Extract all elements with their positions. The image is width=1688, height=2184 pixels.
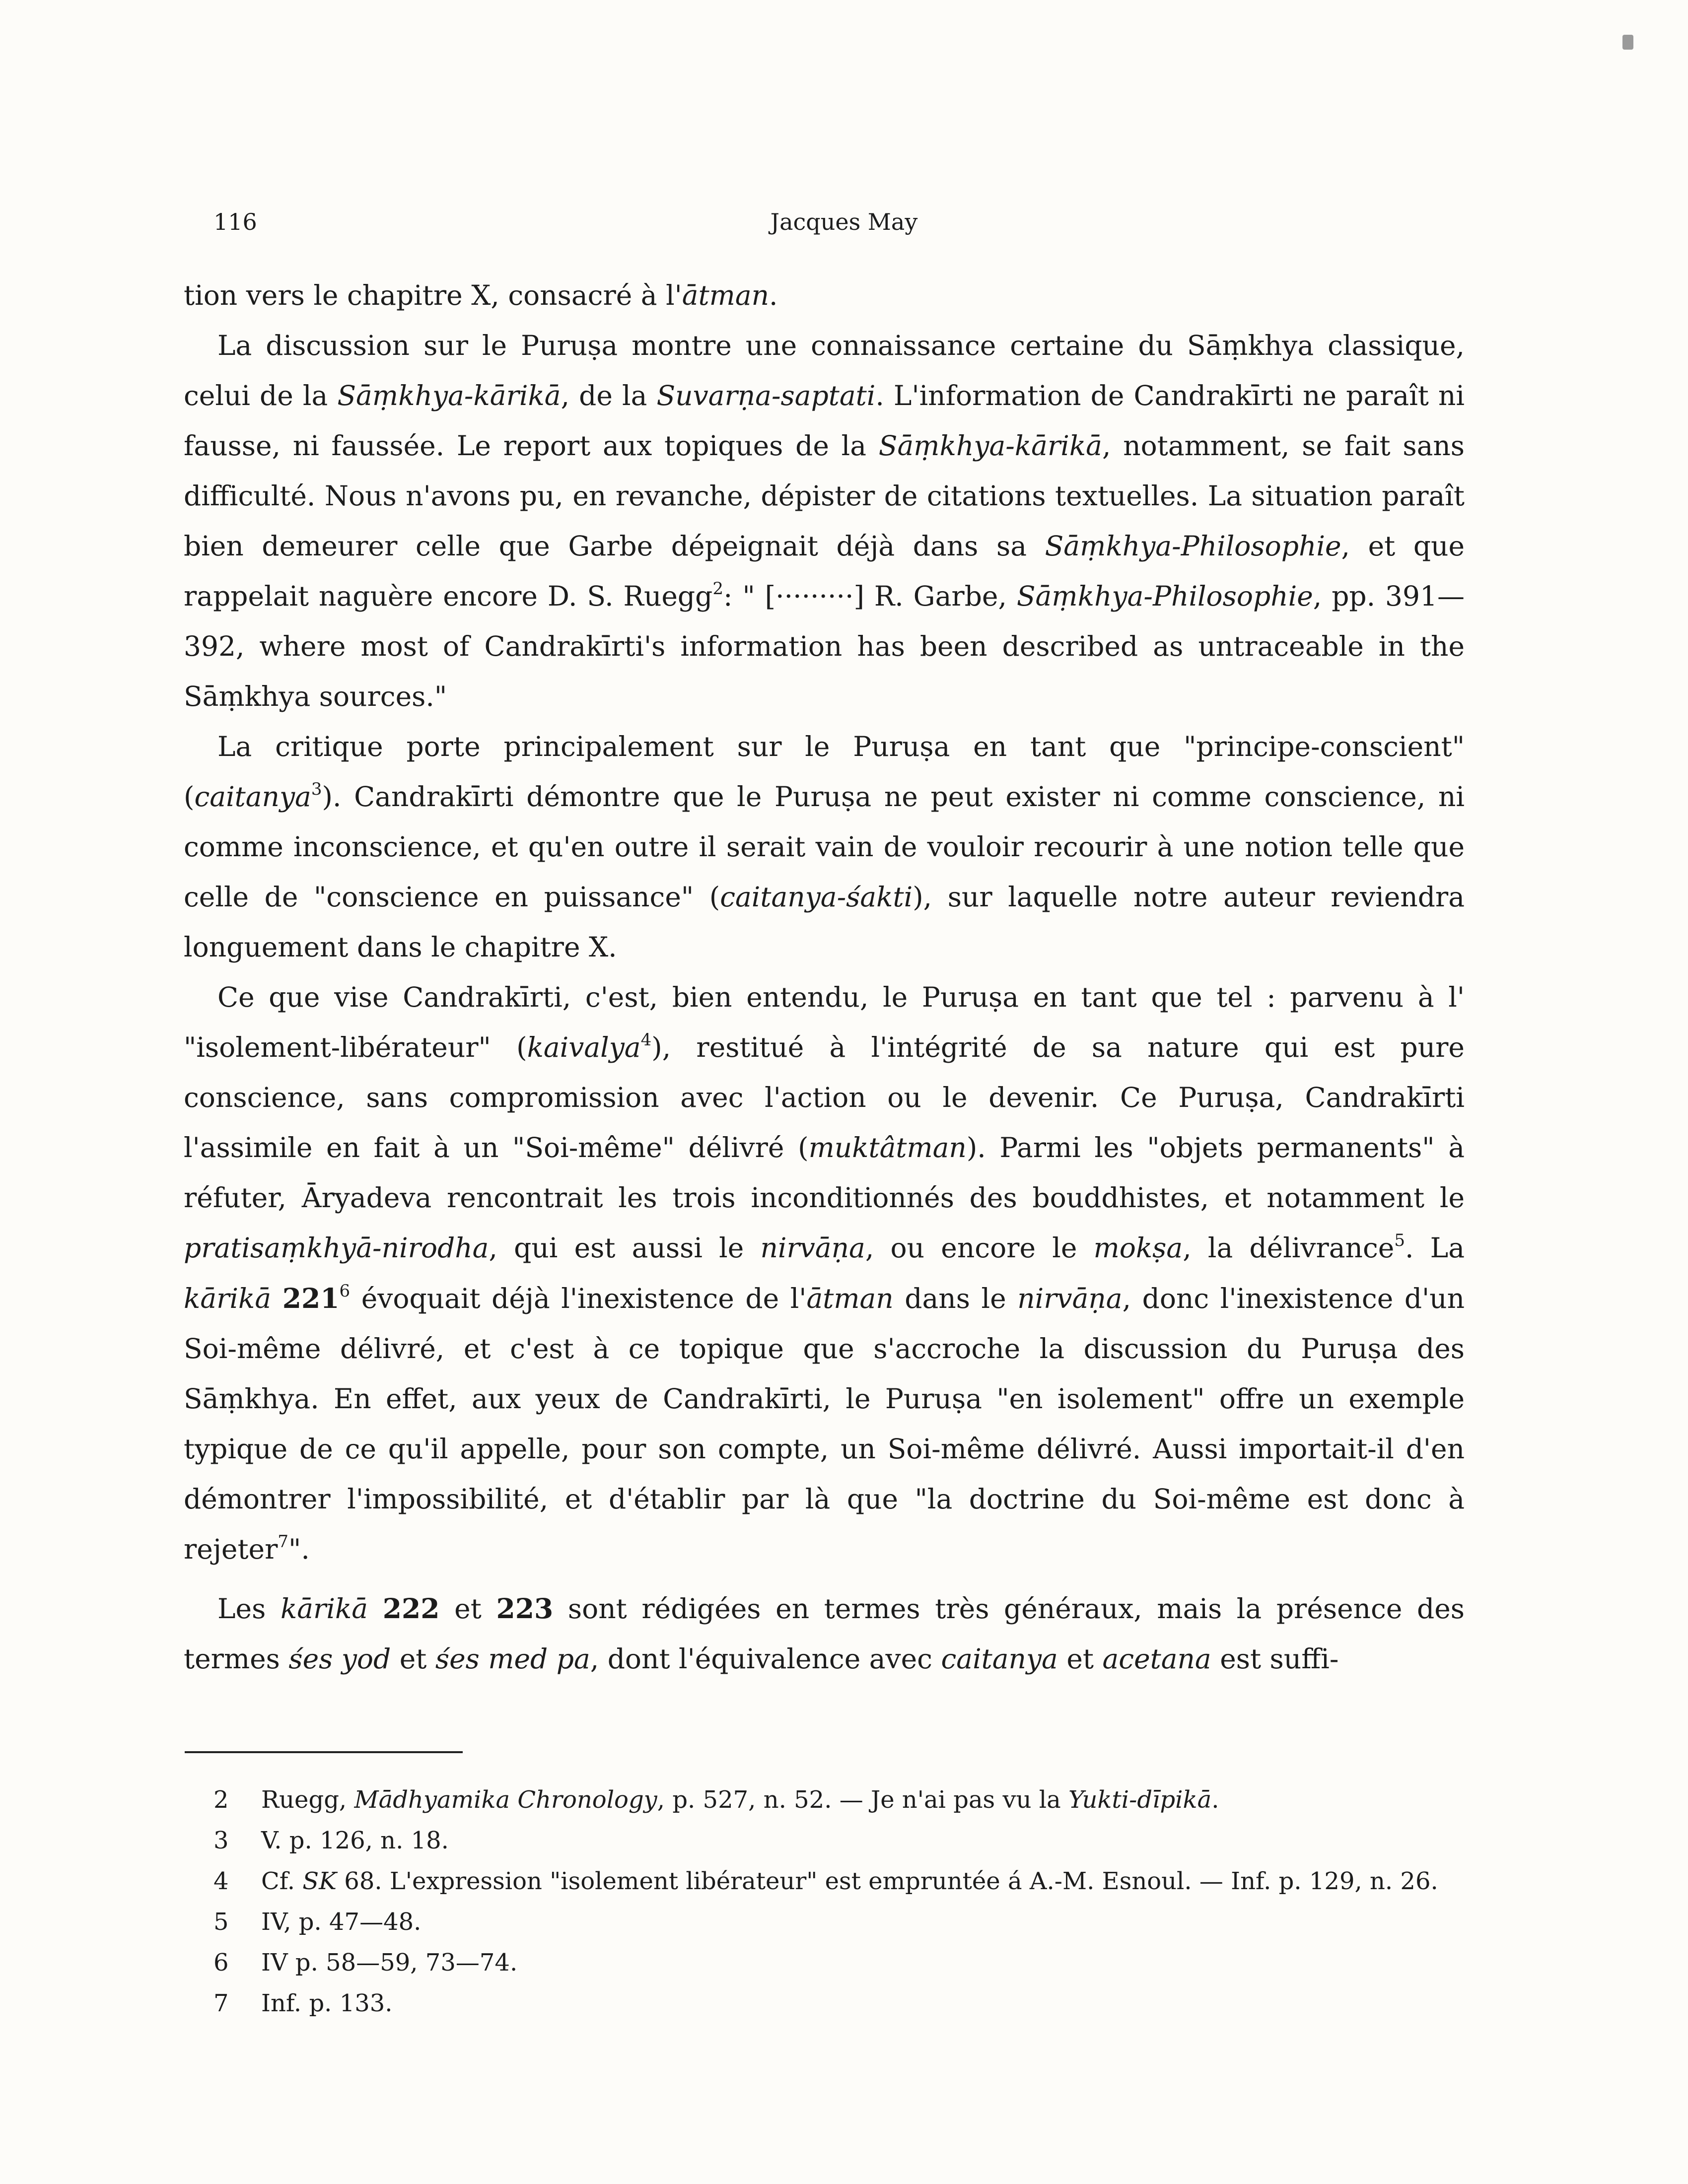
- footnote-ref: 2: [712, 578, 723, 599]
- footnote-ref: 6: [339, 1281, 351, 1301]
- paragraph-3: La critique porte principalement sur le Puruṣa en tant que "principe-conscient" (caitanya$^3$). Candrakīrti démontre que le Puruṣa ne peut exister ni comme conscience, ni comme inconscience, et qu'en outre il serait vain de vouloir recourir à une notion telle que celle de "conscience en puissance" (caitanya-śakti), sur laquelle notre auteur reviendra longuement dans le chapitre X.: [184, 731, 1465, 963]
- footnote-separator: [185, 1751, 463, 1753]
- footnote-ref: 7: [278, 1531, 289, 1552]
- running-head: Jacques May: [770, 208, 918, 235]
- footnote-ref: 5: [1394, 1230, 1405, 1250]
- footnote-6: 6 IV p. 58—59, 73—74.: [213, 1949, 518, 1977]
- footnote-7: 7 Inf. p. 133.: [213, 1989, 393, 2017]
- footnote-ref: 4: [640, 1029, 652, 1050]
- paragraph-2: La discussion sur le Puruṣa montre une connaissance certaine du Sāṃkhya classique, celui de la Sāṃkhya-kārikā, de la Suvarṇa-saptati. L'information de Candrakīrti ne paraît ni fausse, ni faussée. Le report aux topiques de la Sāṃkhya-kārikā, notamment, se fait sans difficulté. Nous n'avons pu, en revanche, dépister de citations textuelles. La situation paraît bien demeurer celle que Garbe dépeignait déjà dans sa Sāṃkhya-Philosophie, et que rappelait naguère encore D. S. Ruegg$^2$: " [·········] R. Garbe, Sāṃkhya-Philosophie, pp. 391—392, where most of Candrakīrti's information has been described as untraceable in the Sāṃkhya sources.": [184, 330, 1465, 712]
- footnotes: [213, 1779, 1465, 2024]
- paragraph-5: Les kārikā 222 et 223 sont rédigées en termes très généraux, mais la présence des termes śes yod et śes med pa, dont l'équivalence avec caitanya et acetana est suffi-: [184, 1592, 1465, 1675]
- footnote-5: 5 IV, p. 47—48.: [213, 1908, 422, 1936]
- scan-mark: [1622, 35, 1633, 50]
- footnote-4: 4 Cf. SK 68. L'expression "isolement libérateur" est empruntée á A.-M. Esnoul. — Inf. p. 129, n. 26.: [213, 1867, 1438, 1895]
- footnote-3: 3 V. p. 126, n. 18.: [213, 1827, 449, 1854]
- footnote-2: 2 Ruegg, Mādhyamika Chronology, p. 527, n. 52. — Je n'ai pas vu la Yukti-dīpikā.: [213, 1786, 1219, 1814]
- main-text: [184, 271, 1465, 1684]
- paragraph-1: tion vers le chapitre X, consacré à l'ātman.: [184, 279, 778, 311]
- footnote-ref: 3: [311, 779, 322, 799]
- page-header: [213, 208, 1475, 243]
- page-number: 116: [213, 208, 257, 235]
- paragraph-4: Ce que vise Candrakīrti, c'est, bien entendu, le Puruṣa en tant que tel : parvenu à l' "isolement-libérateur" (kaivalya$^4$), restitué à l'intégrité de sa nature qui est pure conscience, sans compromission avec l'action ou le devenir. Ce Puruṣa, Candrakīrti l'assimile en fait à un "Soi-même" délivré (muktâtman). Parmi les "objets permanents" à réfuter, Āryadeva rencontrait les trois inconditionnés des bouddhistes, et notamment le pratisaṃkhyā-nirodha, qui est aussi le nirvāṇa, ou encore le mokṣa, la délivrance$^5$. La kārikā $221^6$ évoquait déjà l'inexistence de l'ātman dans le nirvāṇa, donc l'inexistence d'un Soi-même délivré, et c'est à ce topique que s'accroche la discussion du Puruṣa des Sāṃkhya. En effet, aux yeux de Candrakīrti, le Puruṣa "en isolement" offre un exemple typique de ce qu'il appelle, pour son compte, un Soi-même délivré. Aussi importait-il d'en démontrer l'impossibilité, et d'établir par là que "la doctrine du Soi-même est donc à rejeter$^7$".: [184, 981, 1465, 1565]
